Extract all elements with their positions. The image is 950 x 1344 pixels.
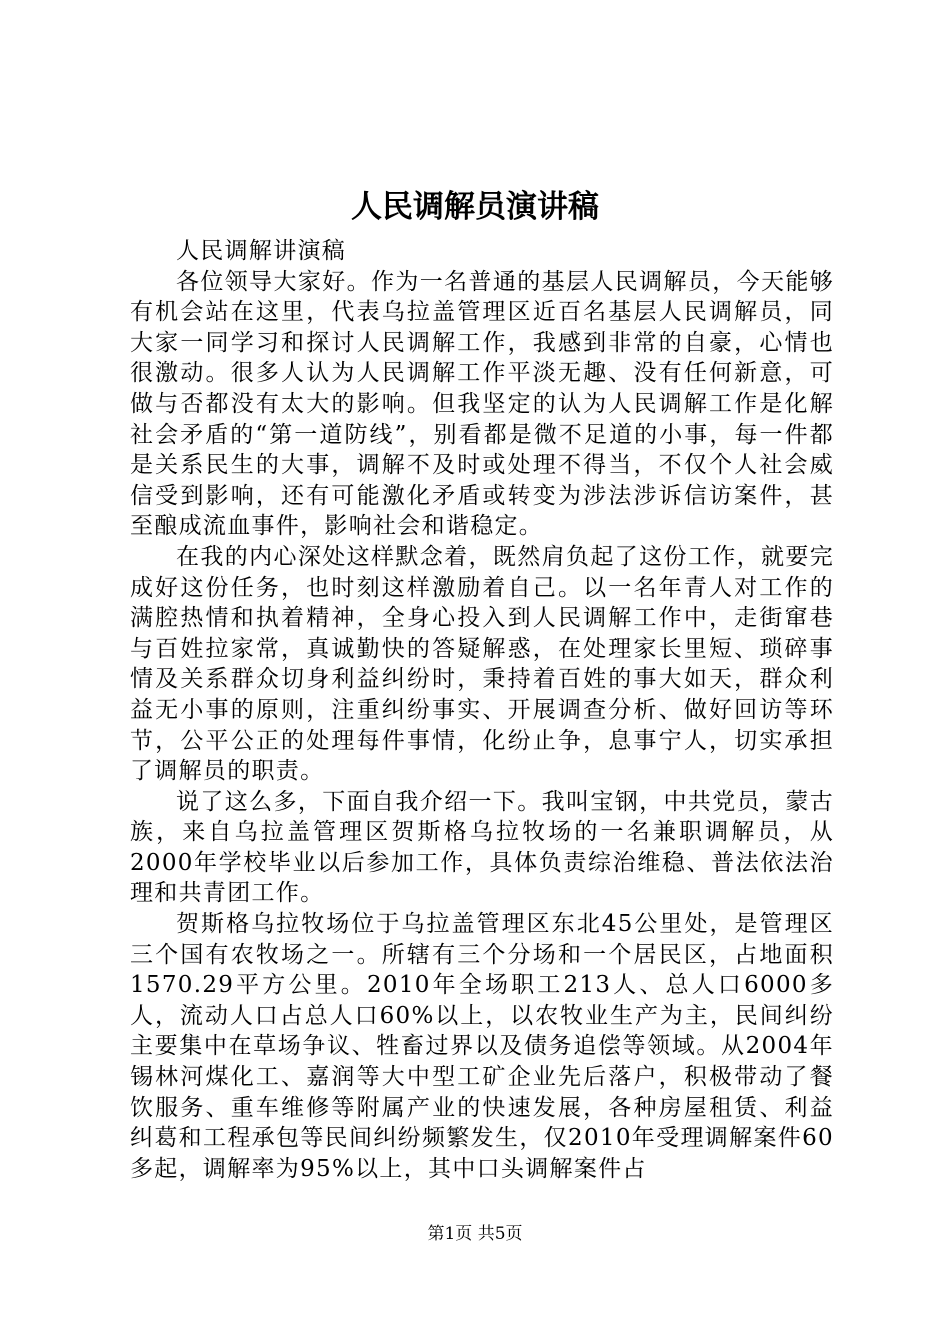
body-paragraph: 各位领导大家好。作为一名普通的基层人民调解员，今天能够有机会站在这里，代表乌拉盖管理区近百名基层人民调解员，同大家一同学习和探讨人民调解工作，我感到非常的自豪，心情也很激动。很多人认为人民调解工作平淡无趣、没有任何新意，可做与否都没有太大的影响。但我坚定的认为人民调解工作是化解社会矛盾的“第一道防线”，别看都是微不足道的小事，每一件都是关系民生的大事，调解不及时或处理不得当，不仅个人社会威信受到影响，还有可能激化矛盾或转变为涉法涉诉信访案件，甚至酿成流血事件，影响社会和谐稳定。 <box>130 268 834 540</box>
page-number-footer: 第1页 共5页 <box>427 1224 523 1244</box>
subtitle-paragraph: 人民调解讲演稿 <box>176 238 347 264</box>
body-paragraph: 贺斯格乌拉牧场位于乌拉盖管理区东北45公里处，是管理区三个国有农牧场之一。所辖有三个分场和一个居民区，占地面积1570.29平方公里。2010年全场职工213人、总人口6000多人，流动人口占总人口60%以上，以农牧业生产为主，民间纠纷主要集中在草场争议、牲畜过界以及债务追偿等领域。从2004年锡林河煤化工、嘉润等大中型工矿企业先后落户，积极带动了餐饮服务、重车维修等附属产业的快速发展，各种房屋租赁、利益纠葛和工程承包等民间纠纷频繁发生，仅2010年受理调解案件60多起，调解率为95%以上，其中口头调解案件占 <box>130 911 834 1182</box>
document-body <box>130 236 834 1184</box>
body-paragraph: 在我的内心深处这样默念着，既然肩负起了这份工作，就要完成好这份任务，也时刻这样激励着自己。以一名年青人对工作的满腔热情和执着精神，全身心投入到人民调解工作中，走街窜巷与百姓拉家常，真诚勤快的答疑解惑，在处理家长里短、琐碎事情及关系群众切身利益纠纷时，秉持着百姓的事大如天，群众利益无小事的原则，注重纠纷事实、开展调查分析、做好回访等环节，公平公正的处理每件事情，化纷止争，息事宁人，切实承担了调解员的职责。 <box>130 543 834 785</box>
body-paragraph: 说了这么多，下面自我介绍一下。我叫宝钢，中共党员，蒙古族，来自乌拉盖管理区贺斯格乌拉牧场的一名兼职调解员，从2000年学校毕业以后参加工作，具体负责综治维稳、普法依法治理和共青团工作。 <box>130 788 834 907</box>
document-title: 人民调解员演讲稿 <box>351 189 599 225</box>
